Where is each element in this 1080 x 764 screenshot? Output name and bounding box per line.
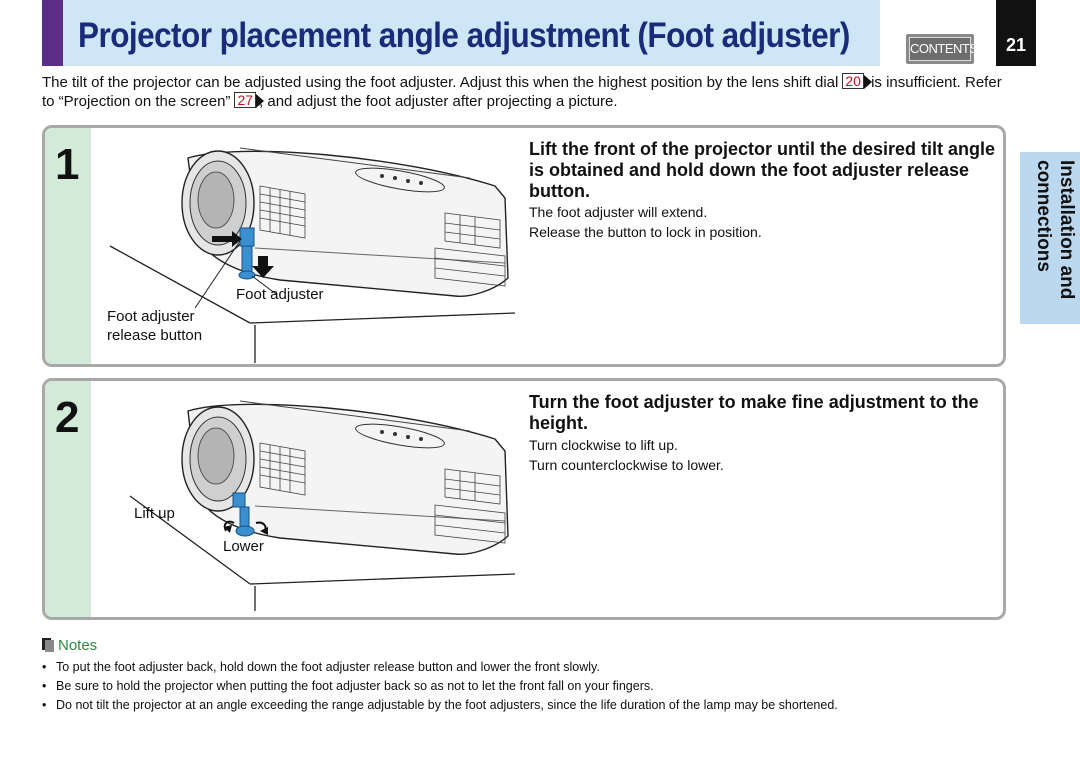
notes-icon bbox=[42, 638, 54, 652]
page-title: Projector placement angle adjustment (Foot adjuster) bbox=[78, 16, 850, 55]
instruction-line: The foot adjuster will extend. bbox=[529, 204, 708, 220]
side-tab-line-2: connections bbox=[1033, 160, 1054, 272]
step-number: 2 bbox=[55, 393, 80, 442]
notes-title: Notes bbox=[58, 637, 98, 654]
projector-foot-turn-illustration bbox=[100, 381, 520, 616]
step-heading: Lift the front of the projector until the desired tilt angle is obtained and hold down the foot adjuster release button. bbox=[529, 139, 995, 201]
side-tab-line-1: Installation and bbox=[1056, 160, 1077, 300]
page-reference-link[interactable]: 20 bbox=[842, 73, 864, 89]
section-side-tab[interactable] bbox=[1020, 152, 1080, 324]
label-foot-adjuster: Foot adjuster bbox=[236, 286, 324, 303]
step-2-panel bbox=[42, 378, 1006, 620]
step-number-column bbox=[45, 381, 91, 617]
instruction-line: Turn clockwise to lift up. bbox=[529, 437, 678, 453]
intro-paragraph bbox=[42, 73, 1002, 111]
note-item: • Be sure to hold the projector when putting the foot adjuster back so as not to let the front fall on your fingers. bbox=[42, 677, 1042, 696]
contents-button[interactable] bbox=[906, 34, 978, 64]
label-release-button-line-1: Foot adjuster bbox=[107, 308, 195, 325]
step-instructions bbox=[529, 202, 762, 242]
note-item: • To put the foot adjuster back, hold down the foot adjuster release button and lower the front slowly. bbox=[42, 658, 1042, 677]
step-1-panel bbox=[42, 125, 1006, 367]
side-tab-label bbox=[1032, 160, 1078, 299]
instruction-line: Release the button to lock in position. bbox=[529, 224, 762, 240]
notes-heading bbox=[42, 637, 97, 654]
label-release-button-line-2: release button bbox=[107, 327, 203, 344]
intro-text-2: is insufficient. Refer to “Projection on the screen” bbox=[42, 74, 1002, 110]
step-number-column bbox=[45, 128, 91, 364]
title-accent-stripe bbox=[42, 0, 63, 66]
step-heading: Turn the foot adjuster to make fine adjustment to the height. bbox=[529, 392, 979, 433]
step-instructions bbox=[529, 435, 724, 475]
step-number: 1 bbox=[55, 140, 80, 189]
instruction-line: Turn counterclockwise to lower. bbox=[529, 457, 724, 473]
label-lower: Lower bbox=[223, 538, 264, 555]
contents-button-label: CONTENTS bbox=[909, 37, 971, 61]
intro-text-1: The tilt of the projector can be adjusted using the foot adjuster. Adjust this when the highest position by the lens shift dial bbox=[42, 74, 839, 91]
title-bar bbox=[42, 0, 880, 66]
page-number: 21 bbox=[996, 0, 1036, 66]
label-lift-up: Lift up bbox=[134, 505, 175, 522]
note-item: • Do not tilt the projector at an angle exceeding the range adjustable by the foot adjusters, since the life duration of the lamp may be shortened. bbox=[42, 696, 1042, 715]
notes-list bbox=[42, 658, 1042, 715]
intro-text-3: , and adjust the foot adjuster after projecting a picture. bbox=[259, 93, 618, 110]
page-reference-link[interactable]: 27 bbox=[234, 92, 256, 108]
